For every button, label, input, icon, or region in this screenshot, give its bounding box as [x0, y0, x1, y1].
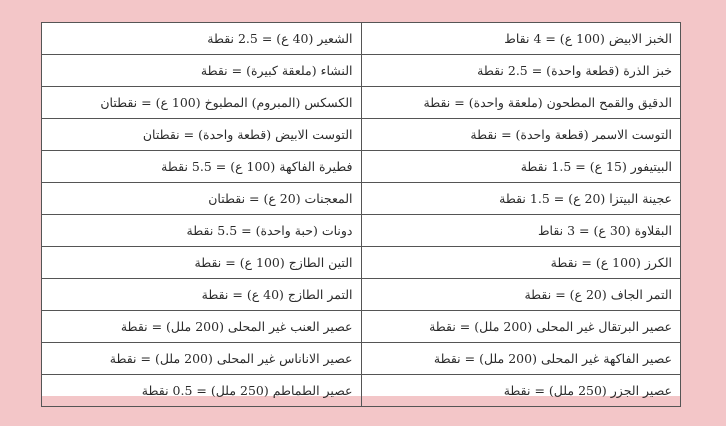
table-cell: عصير الطماطم (250 ملل) = 0.5 نقطة [42, 375, 362, 407]
table-cell: عجينة البيتزا (20 ع) = 1.5 نقطة [361, 183, 681, 215]
table-cell: الشعير (40 ع) = 2.5 نقطة [42, 23, 362, 55]
table-row [42, 183, 681, 215]
table-cell: الكرز (100 ع) = نقطة [361, 247, 681, 279]
table-cell: عصير الاناناس غير المحلى (200 ملل) = نقطة [42, 343, 362, 375]
table-row [42, 215, 681, 247]
table-cell: التوست الابيض (قطعة واحدة) = نقطتان [42, 119, 362, 151]
table-cell: فطيرة الفاكهة (100 ع) = 5.5 نقطة [42, 151, 362, 183]
table-cell: الخبز الابيض (100 ع) = 4 نقاط [361, 23, 681, 55]
table-cell: الكسكس (المبروم) المطبوخ (100 ع) = نقطتان [42, 87, 362, 119]
table-cell: التمر الطازج (40 ع) = نقطة [42, 279, 362, 311]
table-cell: البقلاوة (30 ع) = 3 نقاط [361, 215, 681, 247]
table-row [42, 279, 681, 311]
table-cell: خبز الذرة (قطعة واحدة) = 2.5 نقطة [361, 55, 681, 87]
table-cell: النشاء (ملعقة كبيرة) = نقطة [42, 55, 362, 87]
table-cell: البيتيفور (15 ع) = 1.5 نقطة [361, 151, 681, 183]
table-cell: عصير الفاكهة غير المحلى (200 ملل) = نقطة [361, 343, 681, 375]
table-cell: دونات (حبة واحدة) = 5.5 نقطة [42, 215, 362, 247]
table-cell: عصير البرتقال غير المحلى (200 ملل) = نقطة [361, 311, 681, 343]
table-cell: التوست الاسمر (قطعة واحدة) = نقطة [361, 119, 681, 151]
table-cell: المعجنات (20 ع) = نقطتان [42, 183, 362, 215]
table-row [42, 375, 681, 407]
table-row [42, 55, 681, 87]
table-cell: التمر الجاف (20 ع) = نقطة [361, 279, 681, 311]
table-row [42, 343, 681, 375]
table-row [42, 311, 681, 343]
table-row [42, 23, 681, 55]
food-points-table [41, 22, 681, 407]
table-cell: التين الطازج (100 ع) = نقطة [42, 247, 362, 279]
table-row [42, 87, 681, 119]
table-row [42, 247, 681, 279]
table-row [42, 151, 681, 183]
table-cell: الدقيق والقمح المطحون (ملعقة واحدة) = نقطة [361, 87, 681, 119]
table-cell: عصير الجزر (250 ملل) = نقطة [361, 375, 681, 407]
points-table-container [41, 22, 681, 396]
table-cell: عصير العنب غير المحلى (200 ملل) = نقطة [42, 311, 362, 343]
table-row [42, 119, 681, 151]
